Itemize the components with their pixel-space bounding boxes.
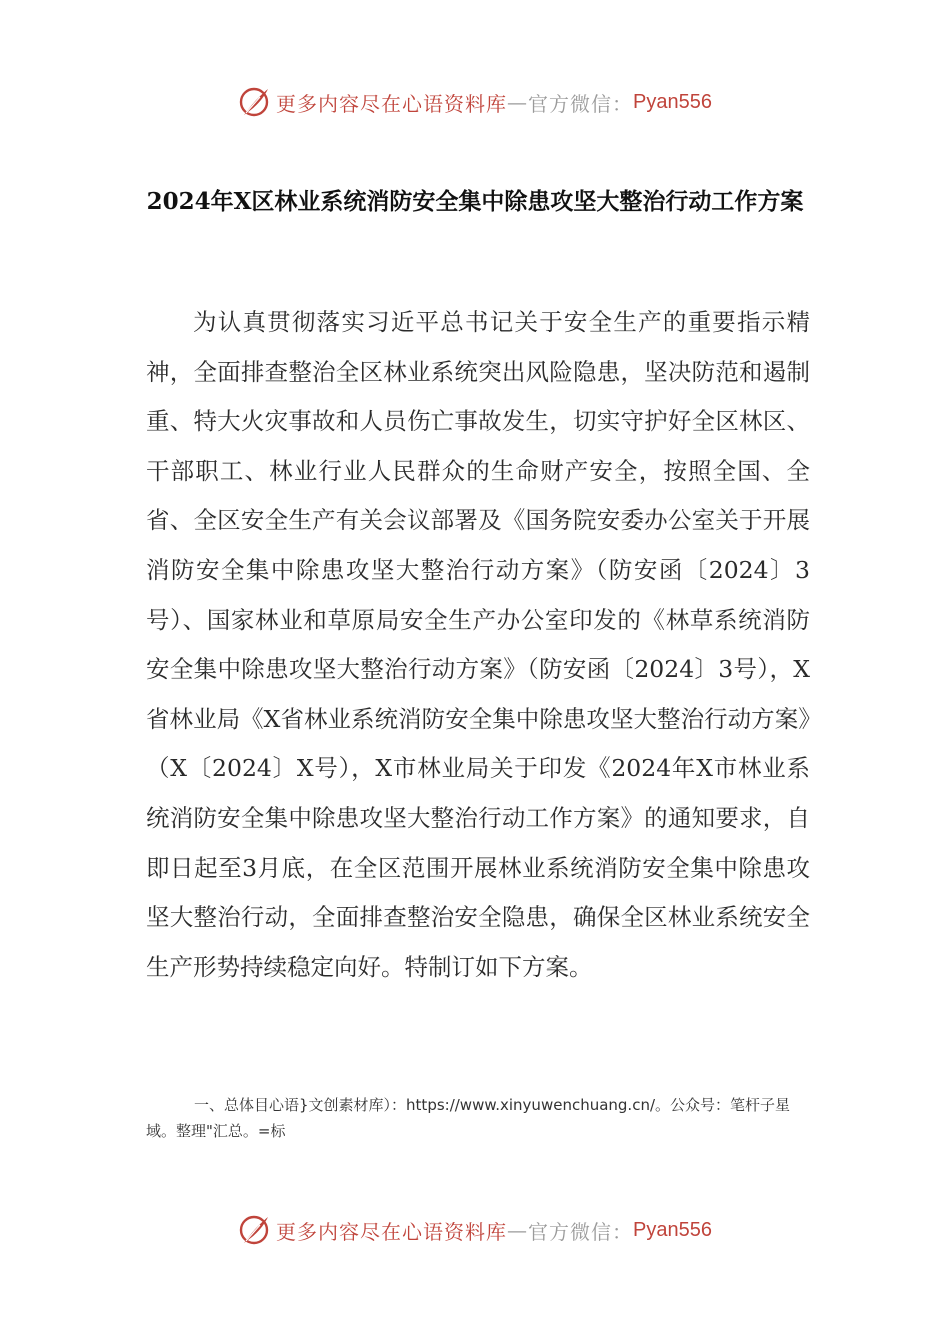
banner-account-label: 官方微信： <box>528 91 634 116</box>
banner-account-handle: Pyan556 <box>633 90 712 113</box>
quill-logo-icon <box>238 85 272 119</box>
quill-logo-icon <box>238 1213 272 1247</box>
banner-brand-text: 更多内容尽在心语资料库 <box>276 91 508 116</box>
document-title: 2024年X区林业系统消防安全集中除患攻坚大整治行动工作方案 <box>146 188 804 215</box>
banner-account-handle: Pyan556 <box>633 1218 712 1241</box>
banner-brand-text: 更多内容尽在心语资料库 <box>276 1219 508 1244</box>
banner-separator: — <box>507 90 529 114</box>
footer-watermark-banner <box>0 1208 950 1252</box>
section-note-line: 一、总体目心语}文创素材库）：https://www.xinyuwenchuang.cn/。公众号：笔杆子星域。整理"汇总。=标 <box>146 1096 791 1140</box>
banner-account-label: 官方微信： <box>528 1219 634 1244</box>
banner-separator: — <box>507 1218 529 1242</box>
header-watermark-banner <box>0 80 950 124</box>
intro-paragraph: 为认真贯彻落实习近平总书记关于安全生产的重要指示精神，全面排查整治全区林业系统突出风险隐患，坚决防范和遏制重、特大火灾事故和人员伤亡事故发生，切实守护好全区林区、干部职工、林业行业人民群众的生命财产安全，按照全国、全省、全区安全生产有关会议部署及《国务院安委办公室关于开展消防安全集中除患攻坚大整治行动方案》（防安函〔2024〕3号）、国家林业和草原局安全生产办公室印发的《林草系统消防安全集中除患攻坚大整治行动方案》（防安函〔2024〕3号），X省林业局《X省林业系统消防安全集中除患攻坚大整治行动方案》（X〔2024〕X号），X市林业局关于印发《2024年X市林业系统消防安全集中除患攻坚大整治行动工作方案》的通知要求，自即日起至3月底，在全区范围开展林业系统消防安全集中除患攻坚大整治行动，全面排查整治安全隐患，确保全区林业系统安全生产形势持续稳定向好。特制订如下方案。 <box>146 308 810 981</box>
